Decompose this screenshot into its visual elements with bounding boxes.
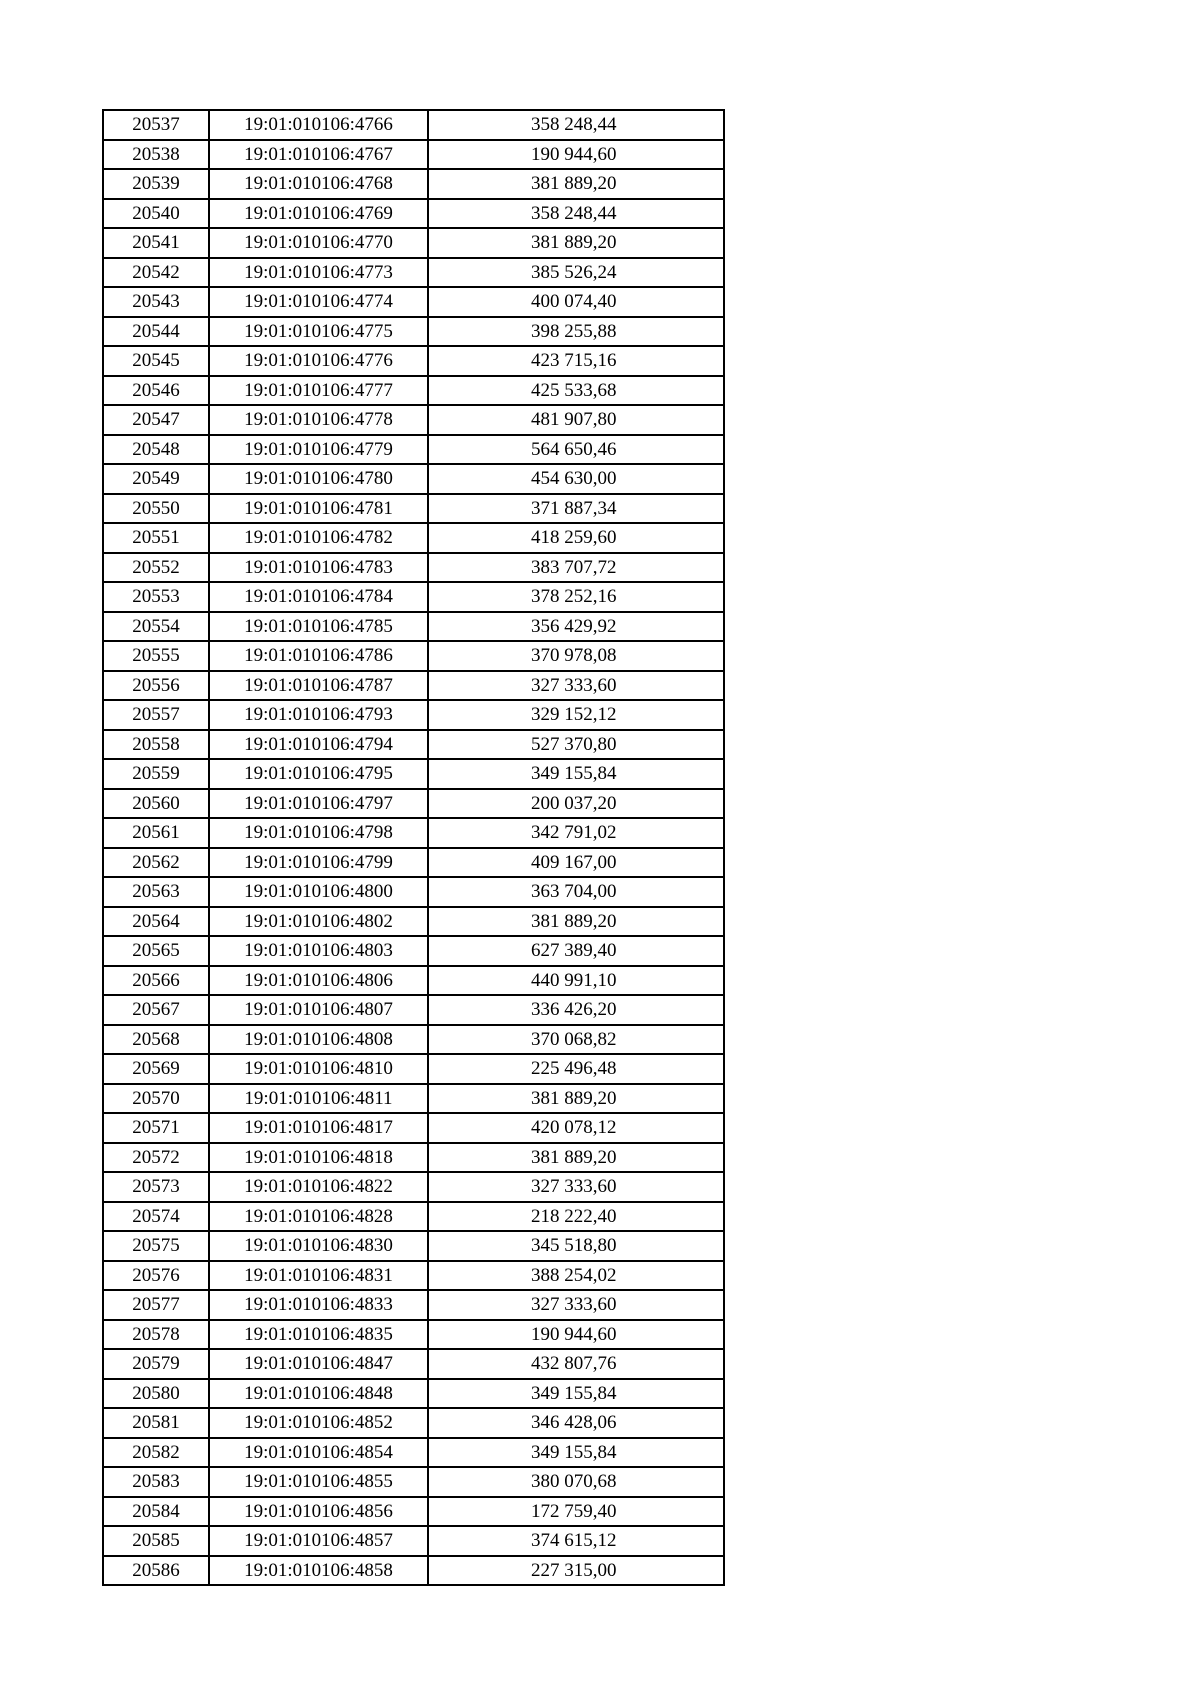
table-row xyxy=(103,1290,724,1320)
cadastral-value-cell: 409 167,00 xyxy=(428,848,724,878)
row-number-cell: 20576 xyxy=(103,1261,209,1291)
cadastral-value-cell: 329 152,12 xyxy=(428,700,724,730)
cadastral-value-cell: 327 333,60 xyxy=(428,1172,724,1202)
cadastral-number-cell: 19:01:010106:4794 xyxy=(209,730,428,760)
row-number-cell: 20572 xyxy=(103,1143,209,1173)
row-number-cell: 20582 xyxy=(103,1438,209,1468)
cadastral-value-cell: 398 255,88 xyxy=(428,317,724,347)
cadastral-number-cell: 19:01:010106:4818 xyxy=(209,1143,428,1173)
table-row xyxy=(103,1408,724,1438)
cadastral-value-cell: 218 222,40 xyxy=(428,1202,724,1232)
table-row xyxy=(103,169,724,199)
cadastral-number-cell: 19:01:010106:4806 xyxy=(209,966,428,996)
table-row xyxy=(103,1349,724,1379)
row-number-cell: 20539 xyxy=(103,169,209,199)
table-row xyxy=(103,877,724,907)
row-number-cell: 20537 xyxy=(103,110,209,140)
cadastral-value-cell: 172 759,40 xyxy=(428,1497,724,1527)
cadastral-value-cell: 200 037,20 xyxy=(428,789,724,819)
cadastral-number-cell: 19:01:010106:4830 xyxy=(209,1231,428,1261)
cadastral-value-cell: 225 496,48 xyxy=(428,1054,724,1084)
cadastral-number-cell: 19:01:010106:4782 xyxy=(209,523,428,553)
row-number-cell: 20562 xyxy=(103,848,209,878)
cadastral-number-cell: 19:01:010106:4797 xyxy=(209,789,428,819)
table-row xyxy=(103,966,724,996)
row-number-cell: 20547 xyxy=(103,405,209,435)
table-row xyxy=(103,1113,724,1143)
row-number-cell: 20571 xyxy=(103,1113,209,1143)
row-number-cell: 20585 xyxy=(103,1526,209,1556)
cadastral-value-cell: 381 889,20 xyxy=(428,1143,724,1173)
cadastral-value-cell: 342 791,02 xyxy=(428,818,724,848)
cadastral-value-cell: 388 254,02 xyxy=(428,1261,724,1291)
table-row xyxy=(103,1143,724,1173)
row-number-cell: 20575 xyxy=(103,1231,209,1261)
cadastral-number-cell: 19:01:010106:4811 xyxy=(209,1084,428,1114)
cadastral-value-cell: 336 426,20 xyxy=(428,995,724,1025)
row-number-cell: 20551 xyxy=(103,523,209,553)
cadastral-value-cell: 381 889,20 xyxy=(428,228,724,258)
cadastral-value-cell: 358 248,44 xyxy=(428,199,724,229)
row-number-cell: 20564 xyxy=(103,907,209,937)
row-number-cell: 20570 xyxy=(103,1084,209,1114)
row-number-cell: 20561 xyxy=(103,818,209,848)
table-row xyxy=(103,848,724,878)
cadastral-value-cell: 432 807,76 xyxy=(428,1349,724,1379)
cadastral-number-cell: 19:01:010106:4857 xyxy=(209,1526,428,1556)
table-row xyxy=(103,641,724,671)
cadastral-value-cell: 564 650,46 xyxy=(428,435,724,465)
cadastral-number-cell: 19:01:010106:4847 xyxy=(209,1349,428,1379)
cadastral-number-cell: 19:01:010106:4793 xyxy=(209,700,428,730)
cadastral-number-cell: 19:01:010106:4810 xyxy=(209,1054,428,1084)
row-number-cell: 20555 xyxy=(103,641,209,671)
cadastral-value-cell: 423 715,16 xyxy=(428,346,724,376)
cadastral-value-cell: 345 518,80 xyxy=(428,1231,724,1261)
table-row xyxy=(103,553,724,583)
cadastral-number-cell: 19:01:010106:4786 xyxy=(209,641,428,671)
table-row xyxy=(103,1497,724,1527)
table-row xyxy=(103,1526,724,1556)
cadastral-value-cell: 190 944,60 xyxy=(428,1320,724,1350)
cadastral-value-cell: 425 533,68 xyxy=(428,376,724,406)
row-number-cell: 20549 xyxy=(103,464,209,494)
row-number-cell: 20560 xyxy=(103,789,209,819)
table-row xyxy=(103,494,724,524)
table-row xyxy=(103,199,724,229)
table-row xyxy=(103,1084,724,1114)
row-number-cell: 20540 xyxy=(103,199,209,229)
cadastral-value-cell: 371 887,34 xyxy=(428,494,724,524)
table-row xyxy=(103,1054,724,1084)
table-row xyxy=(103,759,724,789)
cadastral-number-cell: 19:01:010106:4780 xyxy=(209,464,428,494)
row-number-cell: 20553 xyxy=(103,582,209,612)
cadastral-value-cell: 400 074,40 xyxy=(428,287,724,317)
cadastral-value-cell: 385 526,24 xyxy=(428,258,724,288)
cadastral-value-cell: 420 078,12 xyxy=(428,1113,724,1143)
cadastral-number-cell: 19:01:010106:4774 xyxy=(209,287,428,317)
cadastral-number-cell: 19:01:010106:4778 xyxy=(209,405,428,435)
row-number-cell: 20542 xyxy=(103,258,209,288)
row-number-cell: 20577 xyxy=(103,1290,209,1320)
cadastral-value-cell: 370 978,08 xyxy=(428,641,724,671)
row-number-cell: 20581 xyxy=(103,1408,209,1438)
table-row xyxy=(103,1556,724,1586)
table-row xyxy=(103,1438,724,1468)
cadastral-number-cell: 19:01:010106:4768 xyxy=(209,169,428,199)
table-row xyxy=(103,612,724,642)
table-row xyxy=(103,435,724,465)
row-number-cell: 20578 xyxy=(103,1320,209,1350)
row-number-cell: 20543 xyxy=(103,287,209,317)
cadastral-value-cell: 481 907,80 xyxy=(428,405,724,435)
cadastral-number-cell: 19:01:010106:4769 xyxy=(209,199,428,229)
row-number-cell: 20550 xyxy=(103,494,209,524)
table-row xyxy=(103,818,724,848)
cadastral-number-cell: 19:01:010106:4808 xyxy=(209,1025,428,1055)
row-number-cell: 20552 xyxy=(103,553,209,583)
cadastral-value-table xyxy=(102,109,725,1586)
cadastral-number-cell: 19:01:010106:4773 xyxy=(209,258,428,288)
table-row xyxy=(103,317,724,347)
table-row xyxy=(103,523,724,553)
cadastral-value-cell: 381 889,20 xyxy=(428,1084,724,1114)
cadastral-number-cell: 19:01:010106:4784 xyxy=(209,582,428,612)
cadastral-value-cell: 383 707,72 xyxy=(428,553,724,583)
cadastral-value-cell: 358 248,44 xyxy=(428,110,724,140)
row-number-cell: 20586 xyxy=(103,1556,209,1586)
cadastral-number-cell: 19:01:010106:4766 xyxy=(209,110,428,140)
row-number-cell: 20544 xyxy=(103,317,209,347)
cadastral-value-cell: 349 155,84 xyxy=(428,1379,724,1409)
table-row xyxy=(103,376,724,406)
table-row xyxy=(103,582,724,612)
row-number-cell: 20546 xyxy=(103,376,209,406)
cadastral-value-cell: 356 429,92 xyxy=(428,612,724,642)
table-row xyxy=(103,1379,724,1409)
table-row xyxy=(103,1320,724,1350)
cadastral-number-cell: 19:01:010106:4785 xyxy=(209,612,428,642)
row-number-cell: 20548 xyxy=(103,435,209,465)
cadastral-number-cell: 19:01:010106:4775 xyxy=(209,317,428,347)
cadastral-number-cell: 19:01:010106:4803 xyxy=(209,936,428,966)
row-number-cell: 20573 xyxy=(103,1172,209,1202)
row-number-cell: 20567 xyxy=(103,995,209,1025)
cadastral-value-cell: 327 333,60 xyxy=(428,1290,724,1320)
table-row xyxy=(103,1261,724,1291)
row-number-cell: 20541 xyxy=(103,228,209,258)
table-row xyxy=(103,464,724,494)
cadastral-value-cell: 454 630,00 xyxy=(428,464,724,494)
cadastral-number-cell: 19:01:010106:4795 xyxy=(209,759,428,789)
row-number-cell: 20583 xyxy=(103,1467,209,1497)
row-number-cell: 20568 xyxy=(103,1025,209,1055)
table-row xyxy=(103,1172,724,1202)
cadastral-value-cell: 227 315,00 xyxy=(428,1556,724,1586)
cadastral-number-cell: 19:01:010106:4800 xyxy=(209,877,428,907)
cadastral-number-cell: 19:01:010106:4798 xyxy=(209,818,428,848)
cadastral-value-cell: 381 889,20 xyxy=(428,169,724,199)
table-row xyxy=(103,995,724,1025)
table-row xyxy=(103,228,724,258)
table-row xyxy=(103,671,724,701)
row-number-cell: 20556 xyxy=(103,671,209,701)
cadastral-number-cell: 19:01:010106:4776 xyxy=(209,346,428,376)
table-row xyxy=(103,405,724,435)
cadastral-number-cell: 19:01:010106:4779 xyxy=(209,435,428,465)
cadastral-number-cell: 19:01:010106:4767 xyxy=(209,140,428,170)
row-number-cell: 20569 xyxy=(103,1054,209,1084)
table-row xyxy=(103,1231,724,1261)
cadastral-number-cell: 19:01:010106:4787 xyxy=(209,671,428,701)
table-row xyxy=(103,700,724,730)
table-row xyxy=(103,936,724,966)
cadastral-number-cell: 19:01:010106:4781 xyxy=(209,494,428,524)
cadastral-value-cell: 327 333,60 xyxy=(428,671,724,701)
row-number-cell: 20557 xyxy=(103,700,209,730)
row-number-cell: 20566 xyxy=(103,966,209,996)
cadastral-number-cell: 19:01:010106:4833 xyxy=(209,1290,428,1320)
cadastral-number-cell: 19:01:010106:4856 xyxy=(209,1497,428,1527)
table-row xyxy=(103,730,724,760)
cadastral-number-cell: 19:01:010106:4848 xyxy=(209,1379,428,1409)
row-number-cell: 20579 xyxy=(103,1349,209,1379)
row-number-cell: 20538 xyxy=(103,140,209,170)
cadastral-number-cell: 19:01:010106:4770 xyxy=(209,228,428,258)
table-row xyxy=(103,346,724,376)
cadastral-number-cell: 19:01:010106:4799 xyxy=(209,848,428,878)
row-number-cell: 20574 xyxy=(103,1202,209,1232)
cadastral-number-cell: 19:01:010106:4802 xyxy=(209,907,428,937)
row-number-cell: 20580 xyxy=(103,1379,209,1409)
table-row xyxy=(103,258,724,288)
cadastral-number-cell: 19:01:010106:4783 xyxy=(209,553,428,583)
cadastral-number-cell: 19:01:010106:4854 xyxy=(209,1438,428,1468)
table-row xyxy=(103,110,724,140)
cadastral-number-cell: 19:01:010106:4828 xyxy=(209,1202,428,1232)
cadastral-value-cell: 349 155,84 xyxy=(428,759,724,789)
cadastral-number-cell: 19:01:010106:4855 xyxy=(209,1467,428,1497)
cadastral-value-cell: 349 155,84 xyxy=(428,1438,724,1468)
cadastral-number-cell: 19:01:010106:4831 xyxy=(209,1261,428,1291)
cadastral-number-cell: 19:01:010106:4777 xyxy=(209,376,428,406)
table-row xyxy=(103,789,724,819)
row-number-cell: 20563 xyxy=(103,877,209,907)
table-row xyxy=(103,287,724,317)
cadastral-value-cell: 527 370,80 xyxy=(428,730,724,760)
cadastral-value-cell: 374 615,12 xyxy=(428,1526,724,1556)
row-number-cell: 20584 xyxy=(103,1497,209,1527)
cadastral-number-cell: 19:01:010106:4835 xyxy=(209,1320,428,1350)
cadastral-value-cell: 363 704,00 xyxy=(428,877,724,907)
row-number-cell: 20565 xyxy=(103,936,209,966)
cadastral-number-cell: 19:01:010106:4822 xyxy=(209,1172,428,1202)
cadastral-number-cell: 19:01:010106:4852 xyxy=(209,1408,428,1438)
row-number-cell: 20559 xyxy=(103,759,209,789)
table-row xyxy=(103,1202,724,1232)
table-body xyxy=(103,110,724,1585)
cadastral-value-cell: 346 428,06 xyxy=(428,1408,724,1438)
table-row xyxy=(103,140,724,170)
table-row xyxy=(103,1467,724,1497)
cadastral-value-cell: 440 991,10 xyxy=(428,966,724,996)
cadastral-value-cell: 381 889,20 xyxy=(428,907,724,937)
table-row xyxy=(103,1025,724,1055)
table-row xyxy=(103,907,724,937)
cadastral-number-cell: 19:01:010106:4858 xyxy=(209,1556,428,1586)
cadastral-value-cell: 378 252,16 xyxy=(428,582,724,612)
cadastral-number-cell: 19:01:010106:4817 xyxy=(209,1113,428,1143)
row-number-cell: 20545 xyxy=(103,346,209,376)
cadastral-value-cell: 370 068,82 xyxy=(428,1025,724,1055)
cadastral-value-cell: 190 944,60 xyxy=(428,140,724,170)
cadastral-number-cell: 19:01:010106:4807 xyxy=(209,995,428,1025)
row-number-cell: 20558 xyxy=(103,730,209,760)
row-number-cell: 20554 xyxy=(103,612,209,642)
cadastral-value-cell: 380 070,68 xyxy=(428,1467,724,1497)
cadastral-value-cell: 418 259,60 xyxy=(428,523,724,553)
cadastral-value-cell: 627 389,40 xyxy=(428,936,724,966)
